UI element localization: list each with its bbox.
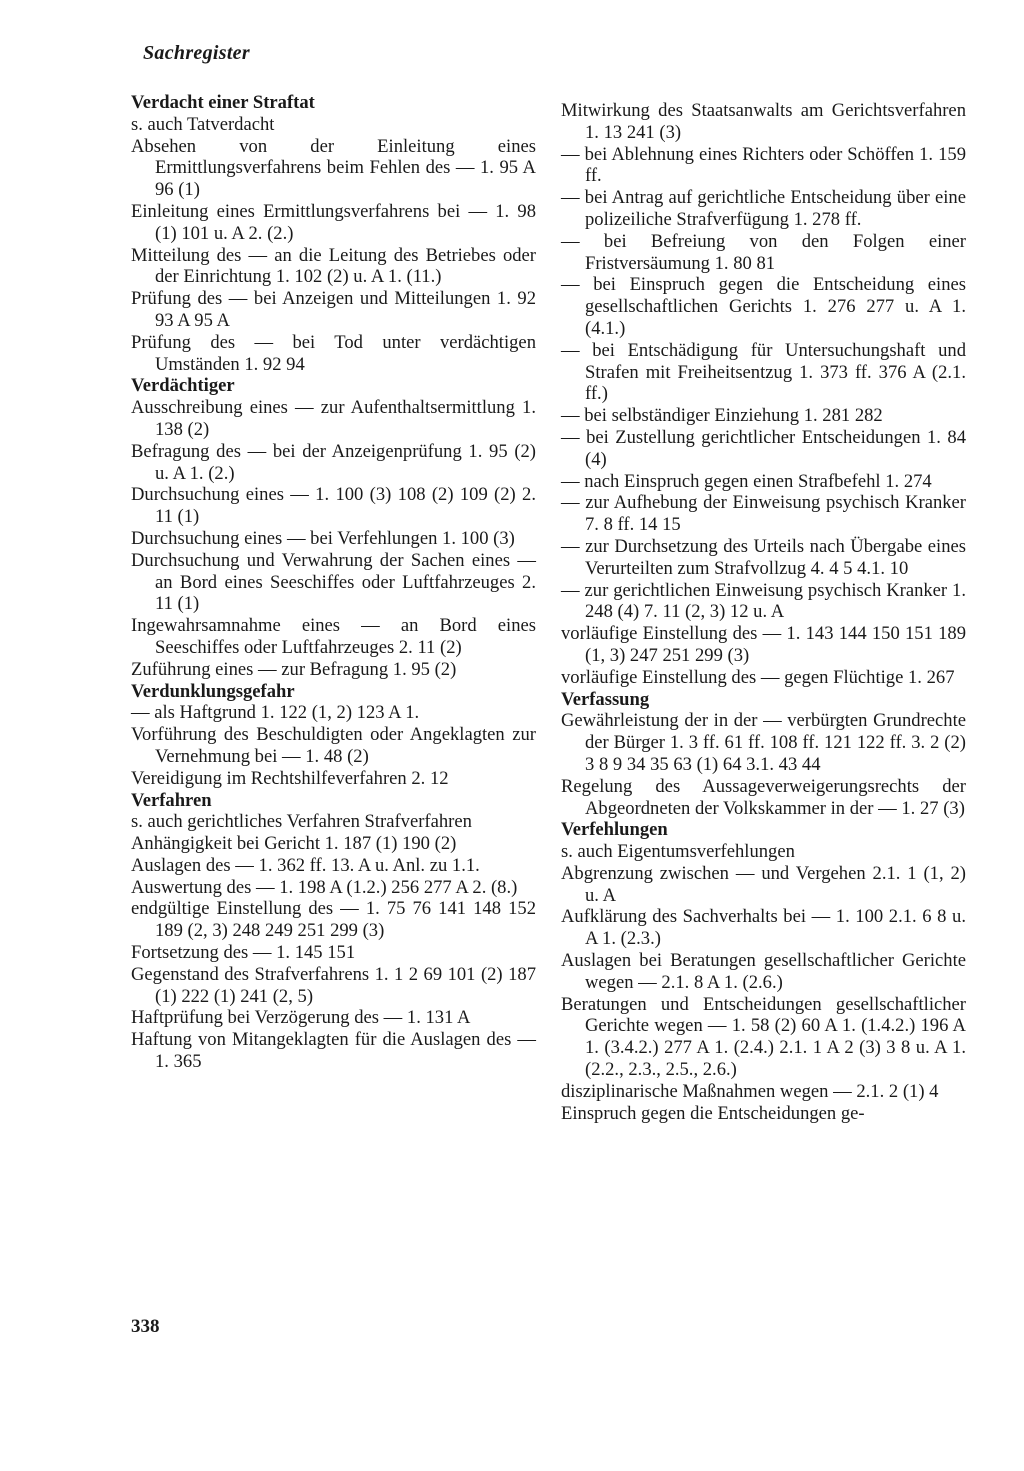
index-entry: — als Haftgrund 1. 122 (1, 2) 123 A 1. (131, 702, 420, 724)
index-heading: Verdunklungsgefahr (131, 680, 295, 702)
index-entry: Auslagen des — 1. 362 ff. 13. A u. Anl. zu 1.1. (131, 854, 480, 876)
index-entry: vorläufige Einstellung des — gegen Flüchtige 1. 267 (561, 666, 955, 688)
index-entry: Durchsuchung eines — 1. 100 (3) 108 (2) 109 (2) 2. 11 (1) (131, 484, 536, 528)
index-entry: Regelung des Aussageverweigerungsrechts der Abgeordneten der Volkskammer in der — 1. 27 (3) (561, 775, 966, 819)
index-entry: Einspruch gegen die Entscheidungen ge- (561, 1102, 865, 1124)
index-entry: Auslagen bei Beratungen gesellschaftlicher Gerichte wegen — 2.1. 8 A 1. (2.6.) (561, 950, 966, 993)
index-entry: — zur gerichtlichen Einweisung psychisch Kranker 1. 248 (4) 7. 11 (2, 3) 12 u. A (561, 579, 966, 623)
index-entry: Gegenstand des Strafverfahrens 1. 1 2 69 101 (2) 187 (1) 222 (1) 241 (2, 5) (131, 963, 536, 1007)
index-heading: Verfassung (561, 688, 650, 710)
index-entry: Durchsuchung und Verwahrung der Sachen eines — an Bord eines Seeschiffes oder Luftfahrzeuges 2. 11 (1) (131, 549, 536, 615)
index-heading: Verfahren (131, 789, 212, 811)
index-entry: Vorführung des Beschuldigten oder Angeklagten zur Vernehmung bei — 1. 48 (2) (131, 724, 536, 767)
page-number: 338 (131, 1316, 160, 1337)
index-entry: Prüfung des — bei Tod unter verdächtigen Umständen 1. 92 94 (131, 331, 536, 375)
index-entry: Ausschreibung eines — zur Aufenthaltsermittlung 1. 138 (2) (131, 397, 536, 440)
index-entry: vorläufige Einstellung des — 1. 143 144 150 151 189 (1, 3) 247 251 299 (3) (561, 623, 966, 666)
index-entry: Absehen von der Einleitung eines Ermittlungsverfahrens beim Fehlen des — 1. 95 A 96 (1) (131, 135, 536, 201)
index-heading: Verdacht einer Straftat (131, 92, 315, 113)
index-entry: — bei Entschädigung für Untersuchungshaft und Strafen mit Freiheitsentzug 1. 373 ff. 376 A (2.1. ff.) (561, 339, 966, 405)
index-entry: — bei Ablehnung eines Richters oder Schöffen 1. 159 ff. (561, 143, 966, 187)
index-column-right (561, 100, 966, 1124)
index-entry: Mitteilung des — an die Leitung des Betriebes oder der Einrichtung 1. 102 (2) u. A 1. (11.) (131, 244, 536, 288)
index-entry: — bei Antrag auf gerichtliche Entscheidung über eine polizeiliche Strafverfügung 1. 278 ff. (561, 187, 966, 230)
index-entry: — bei Einspruch gegen die Entscheidung eines gesellschaftlichen Gerichts 1. 276 277 u. A 1. (4.1.) (561, 274, 966, 339)
cross-reference: s. auch gerichtliches Verfahren Strafverfahren (131, 811, 472, 833)
index-entry: Prüfung des — bei Anzeigen und Mitteilungen 1. 92 93 A 95 A (131, 288, 536, 331)
index-entry: — zur Aufhebung der Einweisung psychisch Kranker 7. 8 ff. 14 15 (561, 492, 966, 536)
index-entry: — bei Befreiung von den Folgen einer Fristversäumung 1. 80 81 (561, 230, 966, 274)
index-entry: Zuführung eines — zur Befragung 1. 95 (2) (131, 658, 457, 680)
index-entry: — zur Durchsetzung des Urteils nach Übergabe eines Verurteilten zum Strafvollzug 4. 4 5 4.1. 10 (561, 535, 966, 579)
index-entry: Fortsetzung des — 1. 145 151 (131, 942, 356, 964)
index-entry: — nach Einspruch gegen einen Strafbefehl 1. 274 (561, 470, 932, 492)
index-entry: Haftprüfung bei Verzögerung des — 1. 131 A (131, 1007, 471, 1029)
index-entry: endgültige Einstellung des — 1. 75 76 141 148 152 189 (2, 3) 248 249 251 299 (3) (131, 898, 536, 942)
index-entry: Auswertung des — 1. 198 A (1.2.) 256 277 A 2. (8.) (131, 876, 518, 898)
index-entry: Aufklärung des Sachverhalts bei — 1. 100 2.1. 6 8 u. A 1. (2.3.) (561, 906, 966, 950)
index-entry: Beratungen und Entscheidungen gesellschaftlicher Gerichte wegen — 1. 58 (2) 60 A 1. (1.4.2.) 196 A 1. (3.4.2.) 277 A 1. (2.4.) 2.1. 1 A 2 (3) 3 8 u. A 1. (2.2., 2.3., 2.5., 2.6.) (561, 993, 966, 1081)
index-entry: Anhängigkeit bei Gericht 1. 187 (1) 190 (2) (131, 833, 457, 855)
index-entry: disziplinarische Maßnahmen wegen — 2.1. 2 (1) 4 (561, 1080, 939, 1102)
index-column-left (131, 92, 536, 1073)
index-entry: Abgrenzung zwischen — und Vergehen 2.1. 1 (1, 2) u. A (561, 862, 966, 906)
page-header: Sachregister (143, 42, 250, 64)
index-entry: Haftung von Mitangeklagten für die Auslagen des — 1. 365 (131, 1029, 536, 1073)
cross-reference: s. auch Eigentumsverfehlungen (561, 841, 795, 863)
index-entry: Befragung des — bei der Anzeigenprüfung 1. 95 (2) u. A 1. (2.) (131, 440, 536, 484)
index-heading: Verfehlungen (561, 819, 668, 841)
index-entry: Durchsuchung eines — bei Verfehlungen 1. 100 (3) (131, 527, 515, 549)
index-heading: Verdächtiger (131, 375, 235, 397)
index-entry: Gewährleistung der in der — verbürgten Grundrechte der Bürger 1. 3 ff. 61 ff. 108 ff. 121 122 ff. 3. 2 (2) 3 8 9 34 35 63 (1) 64 3.1. 43 44 (561, 710, 966, 775)
cross-reference: s. auch Tatverdacht (131, 113, 275, 135)
index-entry: — bei Zustellung gerichtlicher Entscheidungen 1. 84 (4) (561, 426, 966, 470)
index-entry: Ingewahrsamnahme eines — an Bord eines Seeschiffes oder Luftfahrzeuges 2. 11 (2) (131, 615, 536, 658)
index-entry: — bei selbständiger Einziehung 1. 281 282 (561, 405, 883, 427)
index-entry: Vereidigung im Rechtshilfeverfahren 2. 12 (131, 767, 449, 789)
index-entry: Einleitung eines Ermittlungsverfahrens bei — 1. 98 (1) 101 u. A 2. (2.) (131, 200, 536, 244)
index-entry: Mitwirkung des Staatsanwalts am Gerichtsverfahren 1. 13 241 (3) (561, 100, 966, 143)
